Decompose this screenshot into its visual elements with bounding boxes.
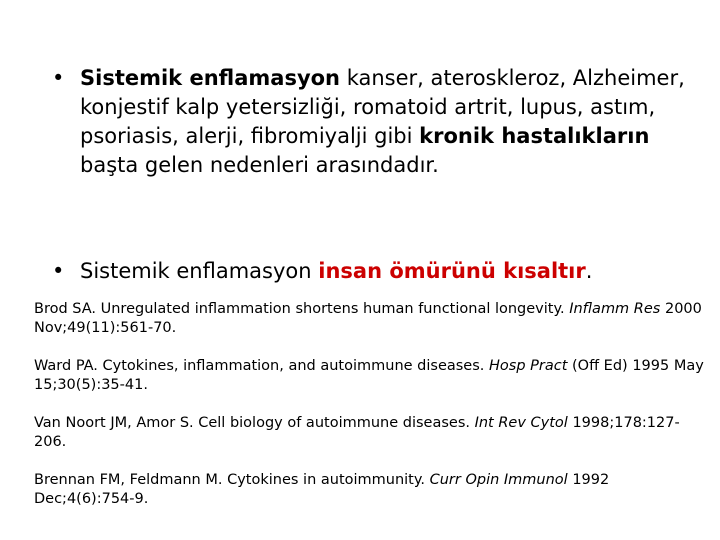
reference-item bbox=[34, 300, 704, 338]
reference-citation: 1998;178:127-206. bbox=[34, 415, 680, 450]
reference-authors-title: Brennan FM, Feldmann M. Cytokines in autoimmunity. bbox=[34, 472, 430, 488]
bullet-text bbox=[80, 257, 702, 286]
bullet-text bbox=[80, 64, 702, 180]
reference-journal: Int Rev Cytol bbox=[474, 415, 568, 431]
reference-item bbox=[34, 471, 704, 509]
bullet-item-shortens-lifespan bbox=[52, 257, 702, 286]
reference-authors-title: Brod SA. Unregulated inflammation shortens human functional longevity. bbox=[34, 301, 570, 317]
bold-term: Sistemik enflamasyon bbox=[80, 66, 341, 90]
body-text: . bbox=[585, 259, 593, 283]
reference-item bbox=[34, 357, 704, 395]
bullet-item-systemic-inflammation-causes bbox=[52, 64, 702, 180]
bold-term: kronik hastalıkların bbox=[419, 124, 650, 148]
body-text: başta gelen nedenleri arasındadır. bbox=[80, 153, 439, 177]
bullet-marker: • bbox=[52, 66, 65, 90]
reference-journal: Curr Opin Immunol bbox=[429, 472, 568, 488]
reference-journal: Inflamm Res bbox=[569, 301, 661, 317]
reference-citation: (Off Ed) 1995 May 15;30(5):35-41. bbox=[34, 358, 704, 393]
reference-authors-title: Ward PA. Cytokines, inflammation, and autoimmune diseases. bbox=[34, 358, 490, 374]
reference-authors-title: Van Noort JM, Amor S. Cell biology of autoimmune diseases. bbox=[34, 415, 475, 431]
reference-citation: 1992 Dec;4(6):754-9. bbox=[34, 472, 610, 507]
highlighted-phrase: insan ömürünü kısaltır bbox=[318, 259, 586, 283]
body-text: kanser, ateroskleroz, Alzheimer, konjestif kalp yetersizliği, romatoid artrit, lupus, astım, psoriasis, alerji, fibromiyalji gibi bbox=[80, 66, 685, 148]
reference-citation: 2000 Nov;49(11):561-70. bbox=[34, 301, 702, 336]
bullet-marker: • bbox=[52, 259, 65, 283]
body-text: Sistemik enflamasyon bbox=[80, 259, 319, 283]
reference-item bbox=[34, 414, 704, 452]
reference-journal: Hosp Pract bbox=[489, 358, 568, 374]
